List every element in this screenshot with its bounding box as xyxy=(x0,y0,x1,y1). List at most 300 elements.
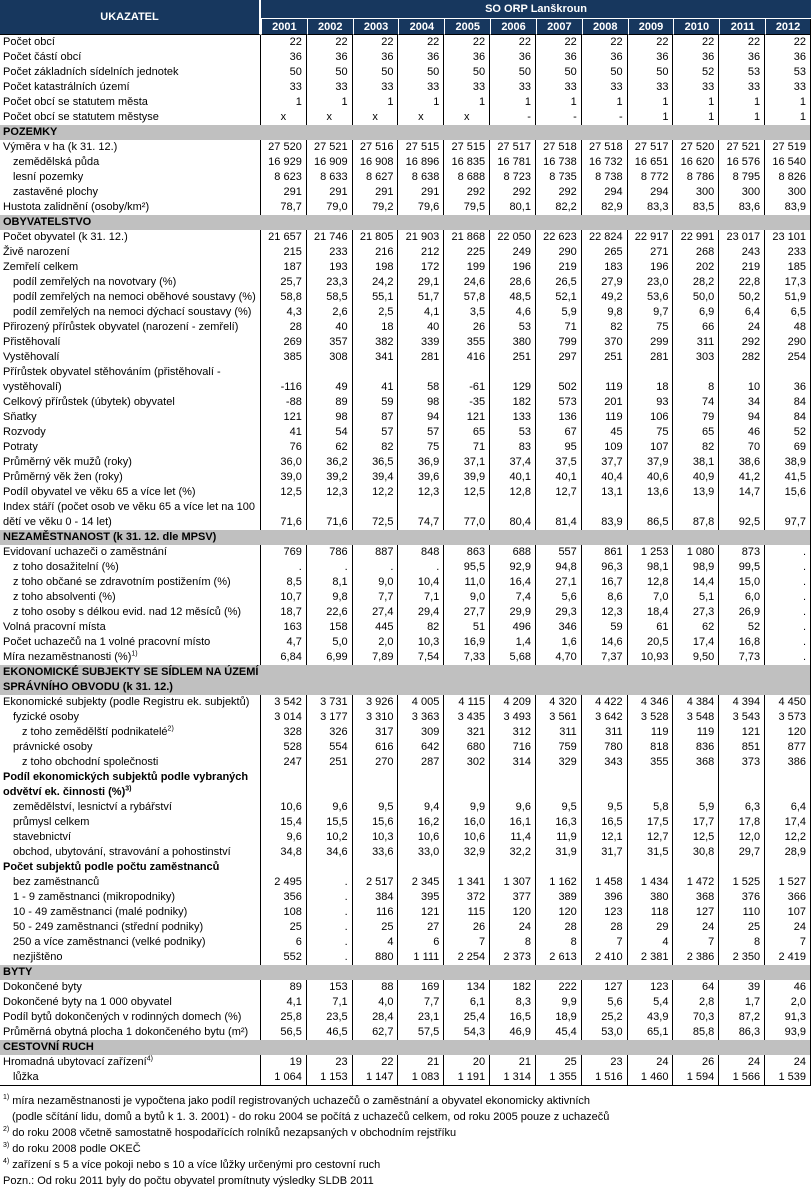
value-cell: 16 738 xyxy=(536,155,582,170)
value-cell: 75 xyxy=(398,440,444,455)
value-cell: 87,8 xyxy=(673,500,719,530)
section-title: POZEMKY xyxy=(0,125,811,140)
value-cell: 343 xyxy=(582,755,628,770)
value-cell: 291 xyxy=(307,185,353,200)
value-cell: 4,0 xyxy=(353,995,399,1010)
indicator-label: Podíl bytů dokončených v rodinných domech (%) xyxy=(0,1010,261,1025)
indicator-label: lesní pozemky xyxy=(0,170,261,185)
indicator-label: podíl zemřelých na nemoci oběhové soustavy (%) xyxy=(0,290,261,305)
value-cell: 33 xyxy=(536,80,582,95)
value-cell: 10,93 xyxy=(628,650,674,665)
value-cell: 49,2 xyxy=(582,290,628,305)
value-cell: 93,9 xyxy=(765,1025,811,1040)
value-cell: 880 xyxy=(353,950,399,965)
value-cell: . xyxy=(765,635,811,650)
value-cell: 292 xyxy=(490,185,536,200)
value-cell: 5,68 xyxy=(490,650,536,665)
footnote-line: $^{1)}$ míra nezaměstnanosti je vypočtena jako podíl registrovaných uchazečů o zaměstnání a obyvatel ekonomicky aktivních xyxy=(3,1094,591,1107)
value-cell: 24 xyxy=(765,920,811,935)
value-cell: 7,73 xyxy=(719,650,765,665)
value-cell: 50 xyxy=(444,65,490,80)
footnotes xyxy=(0,1086,811,1189)
value-cell: 9,0 xyxy=(353,575,399,590)
value-cell: 389 xyxy=(536,890,582,905)
value-cell: 136 xyxy=(536,410,582,425)
value-cell: 25 xyxy=(261,920,307,935)
value-cell: 16 929 xyxy=(261,155,307,170)
value-cell: 41 xyxy=(353,365,399,395)
value-cell: 129 xyxy=(490,365,536,395)
value-cell: 54 xyxy=(307,425,353,440)
value-cell: 8 633 xyxy=(307,170,353,185)
year-header-2004: 2004 xyxy=(398,19,444,35)
value-cell: 5,8 xyxy=(628,800,674,815)
table-row xyxy=(0,470,811,485)
value-cell: 202 xyxy=(673,260,719,275)
value-cell: 11,4 xyxy=(490,830,536,845)
value-cell: 386 xyxy=(765,755,811,770)
value-cell: 17,3 xyxy=(765,275,811,290)
value-cell: 40,1 xyxy=(490,470,536,485)
value-cell: 14,4 xyxy=(673,575,719,590)
value-cell: 10,7 xyxy=(261,590,307,605)
value-cell: 1 460 xyxy=(628,1070,674,1086)
value-cell: 121 xyxy=(444,410,490,425)
value-cell: 83,5 xyxy=(673,200,719,215)
value-cell: 251 xyxy=(582,350,628,365)
value-cell: -88 xyxy=(261,395,307,410)
value-cell: 1 566 xyxy=(719,1070,765,1086)
value-cell: 87,2 xyxy=(719,1010,765,1025)
value-cell: 2 373 xyxy=(490,950,536,965)
value-cell: 16,9 xyxy=(444,635,490,650)
value-cell: 851 xyxy=(719,740,765,755)
value-cell: 50,0 xyxy=(673,290,719,305)
indicator-label: Celkový přírůstek (úbytek) obyvatel xyxy=(0,395,261,410)
value-cell: 373 xyxy=(719,755,765,770)
value-cell: 18 xyxy=(353,320,399,335)
value-cell: 26,5 xyxy=(536,275,582,290)
value-cell: 5,1 xyxy=(673,590,719,605)
value-cell: 380 xyxy=(490,335,536,350)
value-cell: 25,4 xyxy=(444,1010,490,1025)
value-cell: 3 177 xyxy=(307,710,353,725)
value-cell: 355 xyxy=(628,755,674,770)
value-cell: 2,6 xyxy=(307,305,353,320)
table-row xyxy=(0,545,811,560)
value-cell: . xyxy=(353,560,399,575)
footnote-reference: 4) xyxy=(146,1055,153,1063)
value-cell: 848 xyxy=(398,545,444,560)
value-cell: . xyxy=(307,905,353,920)
value-cell: 10,2 xyxy=(307,830,353,845)
value-cell: 219 xyxy=(719,260,765,275)
value-cell: 688 xyxy=(490,545,536,560)
value-cell: 16,3 xyxy=(536,815,582,830)
value-cell: 107 xyxy=(628,440,674,455)
year-header-2010: 2010 xyxy=(673,19,719,35)
value-cell: 268 xyxy=(673,245,719,260)
value-cell: 106 xyxy=(628,410,674,425)
value-cell: 36 xyxy=(307,50,353,65)
value-cell: 33 xyxy=(673,80,719,95)
value-cell: 39,4 xyxy=(353,470,399,485)
table-row xyxy=(0,500,811,530)
value-cell: 287 xyxy=(398,755,444,770)
value-cell: 16 909 xyxy=(307,155,353,170)
value-cell: 97,7 xyxy=(765,500,811,530)
value-cell: . xyxy=(765,545,811,560)
value-cell: 22 623 xyxy=(536,230,582,245)
value-cell: 311 xyxy=(536,725,582,740)
value-cell: 185 xyxy=(765,260,811,275)
value-cell: 36 xyxy=(536,50,582,65)
value-cell: 123 xyxy=(628,980,674,995)
year-header-2012: 2012 xyxy=(765,19,811,35)
value-cell: 1 594 xyxy=(673,1070,719,1086)
year-header-2009: 2009 xyxy=(628,19,674,35)
value-cell xyxy=(353,860,399,875)
value-cell: 53 xyxy=(719,65,765,80)
value-cell: 37,5 xyxy=(536,455,582,470)
value-cell: - xyxy=(490,110,536,125)
value-cell: 366 xyxy=(765,890,811,905)
value-cell: 642 xyxy=(398,740,444,755)
indicator-label: Počet subjektů podle počtu zaměstnanců xyxy=(0,860,261,875)
value-cell: 36 xyxy=(582,50,628,65)
value-cell: 1 162 xyxy=(536,875,582,890)
value-cell: 85,8 xyxy=(673,1025,719,1040)
value-cell: 36,2 xyxy=(307,455,353,470)
value-cell: 249 xyxy=(490,245,536,260)
value-cell: 8 735 xyxy=(536,170,582,185)
table-row xyxy=(0,935,811,950)
value-cell: 50 xyxy=(353,65,399,80)
indicator-label: Počet katastrálních území xyxy=(0,80,261,95)
value-cell: 329 xyxy=(536,755,582,770)
value-cell: 1 xyxy=(628,110,674,125)
value-cell: 9,8 xyxy=(582,305,628,320)
value-cell: 82 xyxy=(582,320,628,335)
value-cell: 201 xyxy=(582,395,628,410)
value-cell: 59 xyxy=(353,395,399,410)
value-cell: 17,5 xyxy=(628,815,674,830)
section-title: CESTOVNÍ RUCH xyxy=(0,1040,811,1055)
indicator-label: Počet obcí se statutem městyse xyxy=(0,110,261,125)
value-cell: 4 005 xyxy=(398,695,444,710)
value-cell: 37,4 xyxy=(490,455,536,470)
value-cell: 9,5 xyxy=(353,800,399,815)
table-row xyxy=(0,275,811,290)
table-row xyxy=(0,110,811,125)
value-cell: 45 xyxy=(582,425,628,440)
value-cell: 120 xyxy=(765,725,811,740)
value-cell: 4 115 xyxy=(444,695,490,710)
value-cell: 94,8 xyxy=(536,560,582,575)
value-cell: 33 xyxy=(444,80,490,95)
value-cell: 8,6 xyxy=(582,590,628,605)
value-cell xyxy=(353,770,399,800)
value-cell: 81,4 xyxy=(536,500,582,530)
value-cell: 5,9 xyxy=(673,800,719,815)
value-cell: 92,5 xyxy=(719,500,765,530)
year-header-2007: 2007 xyxy=(536,19,582,35)
value-cell: 9,50 xyxy=(673,650,719,665)
value-cell: - xyxy=(582,110,628,125)
value-cell: 134 xyxy=(444,980,490,995)
value-cell: 78,7 xyxy=(261,200,307,215)
year-header-2006: 2006 xyxy=(490,19,536,35)
year-header-2008: 2008 xyxy=(582,19,628,35)
value-cell: 769 xyxy=(261,545,307,560)
value-cell: 4 394 xyxy=(719,695,765,710)
value-cell: 1 458 xyxy=(582,875,628,890)
value-cell: 15,6 xyxy=(353,815,399,830)
value-cell: 502 xyxy=(536,365,582,395)
value-cell: 1 314 xyxy=(490,1070,536,1086)
indicator-label: průmysl celkem xyxy=(0,815,261,830)
value-cell: 98,9 xyxy=(673,560,719,575)
value-cell: 281 xyxy=(628,350,674,365)
value-cell: 3,5 xyxy=(444,305,490,320)
value-cell: 41,5 xyxy=(765,470,811,485)
value-cell: 107 xyxy=(765,905,811,920)
value-cell: 34 xyxy=(719,395,765,410)
value-cell: 10,6 xyxy=(444,830,490,845)
value-cell: 40 xyxy=(307,320,353,335)
value-cell: 28 xyxy=(261,320,307,335)
value-cell: 46,9 xyxy=(490,1025,536,1040)
year-header-2003: 2003 xyxy=(353,19,399,35)
value-cell: 158 xyxy=(307,620,353,635)
value-cell: 53,0 xyxy=(582,1025,628,1040)
table-row xyxy=(0,1055,811,1070)
value-cell: 3 548 xyxy=(673,710,719,725)
value-cell xyxy=(536,860,582,875)
value-cell: 680 xyxy=(444,740,490,755)
table-row xyxy=(0,485,811,500)
value-cell: 314 xyxy=(490,755,536,770)
value-cell: 121 xyxy=(719,725,765,740)
value-cell: 5,9 xyxy=(536,305,582,320)
value-cell: 222 xyxy=(536,980,582,995)
value-cell: 4,1 xyxy=(398,305,444,320)
value-cell: 22,8 xyxy=(719,275,765,290)
value-cell: . xyxy=(398,560,444,575)
value-cell: 8 688 xyxy=(444,170,490,185)
value-cell: 33 xyxy=(719,80,765,95)
indicator-label: stavebnictví xyxy=(0,830,261,845)
value-cell: 12,3 xyxy=(398,485,444,500)
table-row xyxy=(0,425,811,440)
value-cell: 11,9 xyxy=(536,830,582,845)
table-row xyxy=(0,950,811,965)
value-cell: 95 xyxy=(536,440,582,455)
value-cell: 36,9 xyxy=(398,455,444,470)
value-cell: 8 xyxy=(490,935,536,950)
value-cell: 376 xyxy=(719,890,765,905)
value-cell: 1 147 xyxy=(353,1070,399,1086)
value-cell: 2,0 xyxy=(765,995,811,1010)
value-cell: 1 434 xyxy=(628,875,674,890)
value-cell: 29,3 xyxy=(536,605,582,620)
table-row xyxy=(0,305,811,320)
value-cell: 37,1 xyxy=(444,455,490,470)
value-cell: 311 xyxy=(673,335,719,350)
value-cell: 119 xyxy=(628,725,674,740)
value-cell: 121 xyxy=(398,905,444,920)
value-cell: 10 xyxy=(719,365,765,395)
value-cell: 1 xyxy=(765,110,811,125)
value-cell: 16 835 xyxy=(444,155,490,170)
value-cell: 71 xyxy=(536,320,582,335)
value-cell: 22 xyxy=(353,1055,399,1070)
value-cell: 83,9 xyxy=(582,500,628,530)
indicator-label: Hustota zalidnění (osoby/km²) xyxy=(0,200,261,215)
section-title: OBYVATELSTVO xyxy=(0,215,811,230)
value-cell: 41,2 xyxy=(719,470,765,485)
value-cell: 79,2 xyxy=(353,200,399,215)
value-cell: 16,7 xyxy=(582,575,628,590)
table-row xyxy=(0,1070,811,1086)
value-cell: 33 xyxy=(353,80,399,95)
value-cell: 16,5 xyxy=(490,1010,536,1025)
value-cell: . xyxy=(307,950,353,965)
value-cell: 88 xyxy=(353,980,399,995)
value-cell: 10,6 xyxy=(261,800,307,815)
value-cell: 24 xyxy=(490,920,536,935)
indicator-label: Počet částí obcí xyxy=(0,50,261,65)
value-cell: 27 520 xyxy=(261,140,307,155)
value-cell: 18,7 xyxy=(261,605,307,620)
value-cell: 303 xyxy=(673,350,719,365)
value-cell: 86,3 xyxy=(719,1025,765,1040)
value-cell: . xyxy=(307,875,353,890)
value-cell: 93 xyxy=(628,395,674,410)
table-row xyxy=(0,395,811,410)
value-cell: 21 805 xyxy=(353,230,399,245)
value-cell: 109 xyxy=(582,440,628,455)
value-cell: 62 xyxy=(673,620,719,635)
value-cell: 6,99 xyxy=(307,650,353,665)
value-cell: 21 868 xyxy=(444,230,490,245)
table-row xyxy=(0,65,811,80)
value-cell: . xyxy=(765,560,811,575)
value-cell: 8 627 xyxy=(353,170,399,185)
indicator-label: zastavěné plochy xyxy=(0,185,261,200)
value-cell: 21 xyxy=(398,1055,444,1070)
value-cell: 16 896 xyxy=(398,155,444,170)
value-cell: 281 xyxy=(398,350,444,365)
table-row xyxy=(0,695,811,710)
indicator-label: Průměrný věk mužů (roky) xyxy=(0,455,261,470)
value-cell: 27 521 xyxy=(719,140,765,155)
value-cell: 7,7 xyxy=(398,995,444,1010)
value-cell xyxy=(673,770,719,800)
value-cell: 31,9 xyxy=(536,845,582,860)
value-cell: 33,0 xyxy=(398,845,444,860)
value-cell: 71,6 xyxy=(261,500,307,530)
value-cell: 31,7 xyxy=(582,845,628,860)
value-cell: 50 xyxy=(536,65,582,80)
value-cell: 74 xyxy=(673,395,719,410)
value-cell: 4,7 xyxy=(261,635,307,650)
value-cell: 23,0 xyxy=(628,275,674,290)
value-cell: -61 xyxy=(444,365,490,395)
value-cell: 6,3 xyxy=(719,800,765,815)
indicator-label: Hromadná ubytovací zařízení$^{4)}$ xyxy=(0,1055,261,1070)
value-cell: 70 xyxy=(719,440,765,455)
value-cell: 46 xyxy=(719,425,765,440)
table-row xyxy=(0,635,811,650)
value-cell: 13,9 xyxy=(673,485,719,500)
group-label-row xyxy=(0,770,811,800)
value-cell: 40,6 xyxy=(628,470,674,485)
value-cell: 39 xyxy=(719,980,765,995)
value-cell: 66 xyxy=(673,320,719,335)
value-cell: 818 xyxy=(628,740,674,755)
value-cell: 22 xyxy=(307,35,353,50)
indicator-label: Průměrný věk žen (roky) xyxy=(0,470,261,485)
value-cell: 21 746 xyxy=(307,230,353,245)
indicator-label: 50 - 249 zaměstnanci (střední podniky) xyxy=(0,920,261,935)
section-row xyxy=(0,125,811,140)
value-cell xyxy=(673,860,719,875)
section-title: BYTY xyxy=(0,965,811,980)
value-cell: 53 xyxy=(765,65,811,80)
indicator-label: Počet obcí se statutem města xyxy=(0,95,261,110)
indicator-label: Index stáří (počet osob ve věku 65 a více let na 100 dětí ve věku 0 - 14 let) xyxy=(0,500,261,530)
value-cell: 339 xyxy=(398,335,444,350)
value-cell: 2 613 xyxy=(536,950,582,965)
value-cell: 22 xyxy=(444,35,490,50)
value-cell: 94 xyxy=(398,410,444,425)
value-cell: 1 355 xyxy=(536,1070,582,1086)
value-cell xyxy=(307,860,353,875)
value-cell: 1 xyxy=(765,95,811,110)
table-row xyxy=(0,155,811,170)
table-row xyxy=(0,335,811,350)
value-cell: 57 xyxy=(353,425,399,440)
value-cell: 5,4 xyxy=(628,995,674,1010)
footnote-line: $^{4)}$ zařízení s 5 a více pokoji nebo s 10 a více lůžky určenými pro cestovní ruch xyxy=(3,1158,381,1171)
table-row xyxy=(0,230,811,245)
table-row xyxy=(0,320,811,335)
table-row xyxy=(0,575,811,590)
value-cell: 13,6 xyxy=(628,485,674,500)
value-cell: 36 xyxy=(444,50,490,65)
table-row xyxy=(0,815,811,830)
value-cell: 3 573 xyxy=(765,710,811,725)
value-cell: 34,6 xyxy=(307,845,353,860)
table-row xyxy=(0,980,811,995)
value-cell: 24 xyxy=(765,1055,811,1070)
value-cell: 1 527 xyxy=(765,875,811,890)
value-cell: 836 xyxy=(673,740,719,755)
value-cell: 28,2 xyxy=(673,275,719,290)
footnote-reference: 3) xyxy=(125,785,132,793)
value-cell: 16 576 xyxy=(719,155,765,170)
value-cell: 302 xyxy=(444,755,490,770)
indicator-label: Dokončené byty na 1 000 obyvatel xyxy=(0,995,261,1010)
value-cell: 23 xyxy=(307,1055,353,1070)
value-cell: 321 xyxy=(444,725,490,740)
indicator-label: Dokončené byty xyxy=(0,980,261,995)
value-cell: 9,6 xyxy=(490,800,536,815)
value-cell: 36,0 xyxy=(261,455,307,470)
indicator-label: Živě narození xyxy=(0,245,261,260)
value-cell: 309 xyxy=(398,725,444,740)
